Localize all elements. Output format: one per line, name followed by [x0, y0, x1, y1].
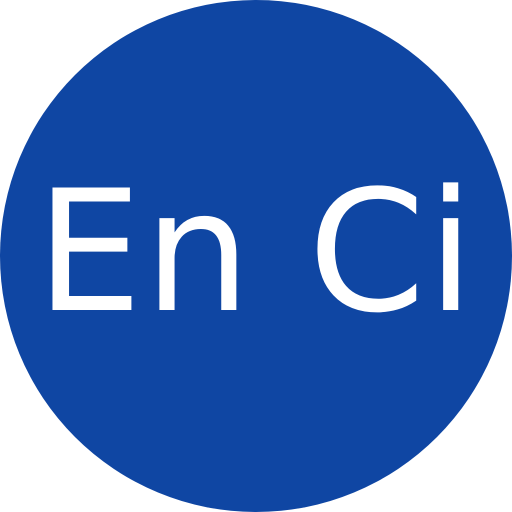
- avatar-initials: En Ci: [35, 154, 476, 350]
